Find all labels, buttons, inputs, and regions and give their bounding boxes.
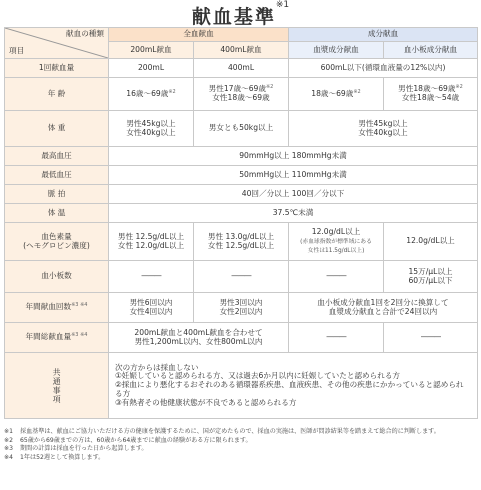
header-400ml: 400mL献血 bbox=[194, 42, 289, 59]
annual-total-label: 年間総献血量 bbox=[25, 332, 72, 342]
header-corner bbox=[5, 28, 109, 59]
age-200 bbox=[109, 78, 194, 111]
row-temp bbox=[5, 204, 478, 223]
age-200-value: 16歳〜69歳 bbox=[126, 88, 169, 98]
header-apheresis: 成分献血 bbox=[289, 28, 478, 42]
annual-count-apheresis-line2: 血漿成分献血と合計で24回以内 bbox=[328, 306, 438, 316]
age-200-note: ※2 bbox=[168, 88, 176, 95]
age-plasma bbox=[289, 78, 384, 111]
label-platelets: 血小板数 bbox=[5, 261, 109, 293]
row-annual-total bbox=[5, 323, 478, 353]
footnote bbox=[4, 454, 477, 463]
annual-count-200-female: 女性4回以内 bbox=[129, 306, 173, 316]
header-corner-item: 項目 bbox=[9, 46, 25, 56]
age-400-male: 男性17歳〜69歳 bbox=[208, 84, 266, 94]
common-text bbox=[109, 353, 478, 419]
annual-count-400 bbox=[194, 293, 289, 323]
weight-400: 男女とも50kg以上 bbox=[194, 111, 289, 147]
footnotes bbox=[4, 428, 477, 463]
title-note: ※1 bbox=[275, 0, 290, 10]
footnote-mark: ※2 bbox=[4, 436, 13, 444]
footnote bbox=[4, 445, 477, 454]
label-hb-line1: 血色素量 bbox=[41, 231, 72, 241]
annual-total-platelet: ——— bbox=[384, 323, 478, 353]
hb-200-male: 男性 12.5g/dL以上 bbox=[117, 231, 185, 241]
common-label: 共通事項 bbox=[52, 367, 62, 404]
label-annual-total bbox=[5, 323, 109, 353]
annual-total-line2: 男性1,200mL以内、女性800mL以内 bbox=[134, 336, 263, 346]
row-common bbox=[5, 353, 478, 419]
temp-value: 37.5℃未満 bbox=[109, 204, 478, 223]
label-min-bp: 最低血圧 bbox=[5, 166, 109, 185]
label-annual-count bbox=[5, 293, 109, 323]
footnote-mark: ※1 bbox=[4, 428, 13, 435]
header-corner-type: 献血の種類 bbox=[66, 29, 104, 38]
blood-donation-criteria-table bbox=[4, 27, 478, 419]
header-row-1 bbox=[5, 28, 478, 42]
annual-count-apheresis bbox=[289, 293, 478, 323]
header-plasma: 血漿成分献血 bbox=[289, 42, 384, 59]
age-400-note: ※2 bbox=[265, 84, 274, 91]
weight-apheresis-male: 男性45kg以上 bbox=[358, 118, 408, 128]
weight-200-female: 女性40kg以上 bbox=[126, 127, 176, 137]
label-pulse: 脈 拍 bbox=[5, 185, 109, 204]
platelets-min: 15万/μL以上 bbox=[408, 266, 453, 276]
row-volume bbox=[5, 59, 478, 78]
hb-400-male: 男性 13.0g/dL以上 bbox=[207, 231, 275, 241]
common-line3: ③有熱者その他健康状態が不良であると認められる方 bbox=[115, 397, 297, 407]
hb-plasma-small2: 女性は11.5g/dL以上) bbox=[307, 247, 365, 254]
weight-200 bbox=[109, 111, 194, 147]
footnote bbox=[4, 437, 477, 446]
header-platelet: 血小板成分献血 bbox=[384, 42, 478, 59]
age-platelet-female: 女性18歳〜54歳 bbox=[401, 93, 460, 102]
volume-200: 200mL bbox=[109, 59, 194, 78]
platelets-plasma: ——— bbox=[289, 261, 384, 293]
footnote-text: 1年は52週として換算します。 bbox=[20, 453, 105, 461]
row-min-bp bbox=[5, 166, 478, 185]
label-weight: 体 重 bbox=[5, 111, 109, 147]
min-bp-value: 50mmHg以上 110mmHg未満 bbox=[109, 166, 478, 185]
label-volume: 1回献血量 bbox=[5, 59, 109, 78]
hb-plasma-value: 12.0g/dL以上 bbox=[311, 227, 361, 237]
annual-count-200 bbox=[109, 293, 194, 323]
age-plasma-note: ※2 bbox=[353, 88, 361, 95]
platelets-platelet bbox=[384, 261, 478, 293]
annual-total-plasma: ——— bbox=[289, 323, 384, 353]
row-pulse bbox=[5, 185, 478, 204]
annual-count-200-male: 男性6回以内 bbox=[129, 297, 173, 307]
annual-count-note: ※3 ※4 bbox=[71, 302, 88, 309]
label-max-bp: 最高血圧 bbox=[5, 147, 109, 166]
weight-apheresis-female: 女性40kg以上 bbox=[358, 127, 408, 137]
annual-count-400-female: 女性2回以内 bbox=[219, 306, 263, 316]
annual-total-line1: 200mL献血と400mL献血を合わせて bbox=[134, 327, 263, 337]
platelets-max: 60万/μL以下 bbox=[408, 275, 453, 285]
footnote-mark: ※3 bbox=[4, 445, 13, 453]
common-line1: ①妊娠していると認められる方、又は過去6か月以内に妊娠していたと認められる方 bbox=[115, 371, 401, 381]
platelets-200: ——— bbox=[109, 261, 194, 293]
label-hb-line2: (ヘモグロビン濃度) bbox=[23, 240, 90, 250]
hb-plasma-small1: (赤血球指数が標準域にある bbox=[300, 239, 372, 246]
row-annual-count bbox=[5, 293, 478, 323]
annual-count-label: 年間献血回数 bbox=[25, 302, 72, 312]
weight-apheresis bbox=[289, 111, 478, 147]
annual-count-400-male: 男性3回以内 bbox=[219, 297, 263, 307]
footnote-text: 65歳から69歳までの方は、60歳から64歳までに献血の経験がある方に限られます。 bbox=[20, 436, 252, 444]
volume-apheresis: 600mL以下(循環血液量の12%以内) bbox=[289, 59, 478, 78]
hb-plasma bbox=[289, 223, 384, 261]
annual-total-note: ※3 ※4 bbox=[71, 332, 88, 339]
hb-200 bbox=[109, 223, 194, 261]
age-platelet bbox=[384, 78, 478, 111]
footnote-text: 採血基準は、献血にご協力いただける方の健康を保護するために、国が定めたもので、採血の実施は、医師が問診結果等を踏まえて総合的に判断します。 bbox=[20, 428, 440, 435]
max-bp-value: 90mmHg以上 180mmHg未満 bbox=[109, 147, 478, 166]
annual-total-whole bbox=[109, 323, 289, 353]
row-weight bbox=[5, 111, 478, 147]
platelets-400: ——— bbox=[194, 261, 289, 293]
hb-400 bbox=[194, 223, 289, 261]
hb-400-female: 女性 12.5g/dL以上 bbox=[207, 240, 275, 250]
row-hemoglobin bbox=[5, 223, 478, 261]
row-platelets bbox=[5, 261, 478, 293]
hb-200-female: 女性 12.0g/dL以上 bbox=[117, 240, 185, 250]
row-age bbox=[5, 78, 478, 111]
label-age: 年 齢 bbox=[5, 78, 109, 111]
footnote-text: 期間の計算は採血を行った日から起算します。 bbox=[20, 445, 148, 453]
title-text: 献血基準 bbox=[191, 6, 276, 28]
annual-count-apheresis-line1: 血小板成分献血1回を2回分に換算して bbox=[317, 297, 449, 307]
age-400 bbox=[194, 78, 289, 111]
age-400-female: 女性18歳〜69歳 bbox=[212, 93, 270, 102]
weight-200-male: 男性45kg以上 bbox=[126, 118, 176, 128]
common-line0: 次の方からは採血しない bbox=[115, 362, 199, 372]
header-200ml: 200mL献血 bbox=[109, 42, 194, 59]
page-title bbox=[0, 2, 481, 29]
common-line2: ②採血により悪化するおそれのある循環器系疾患、血液疾患、その他の疾患にかかっていると認められる方 bbox=[115, 380, 464, 398]
age-platelet-note: ※2 bbox=[455, 84, 463, 91]
age-plasma-value: 18歳〜69歳 bbox=[311, 88, 354, 98]
row-max-bp bbox=[5, 147, 478, 166]
label-temp: 体 温 bbox=[5, 204, 109, 223]
age-platelet-male: 男性18歳〜69歳 bbox=[398, 84, 456, 94]
pulse-value: 40回／分以上 100回／分以下 bbox=[109, 185, 478, 204]
footnote bbox=[4, 428, 477, 437]
volume-400: 400mL bbox=[194, 59, 289, 78]
footnote-mark: ※4 bbox=[4, 453, 13, 461]
header-whole-blood: 全血献血 bbox=[109, 28, 289, 42]
label-common bbox=[5, 353, 109, 419]
label-hemoglobin bbox=[5, 223, 109, 261]
hb-platelet: 12.0g/dL以上 bbox=[384, 223, 478, 261]
